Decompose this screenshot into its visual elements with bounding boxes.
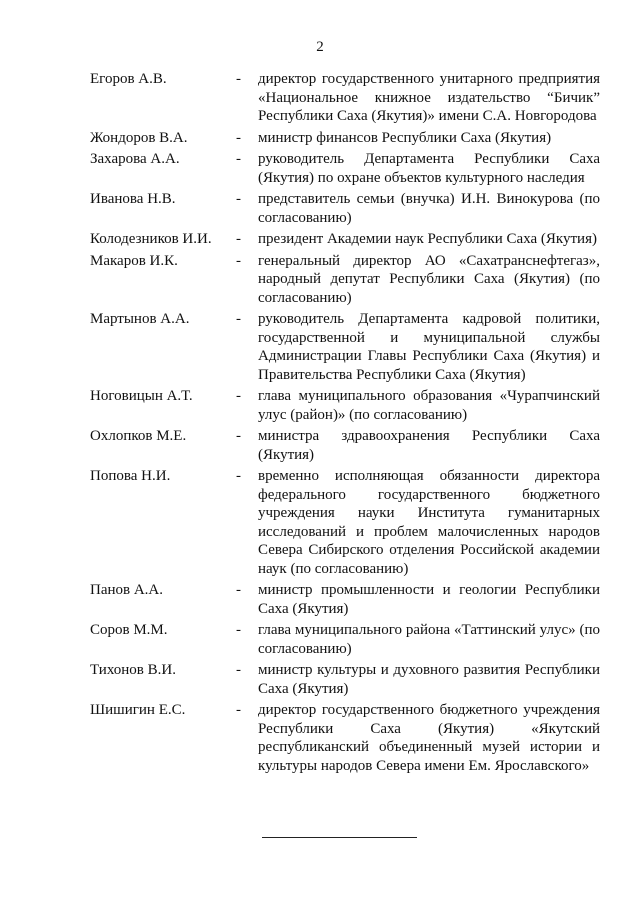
- member-role: глава муниципального района «Таттинский улус» (по согласованию): [258, 622, 600, 657]
- commission-member-list: [90, 70, 600, 778]
- member-dash: -: [236, 71, 241, 87]
- member-role: временно исполняющая обязанности директора федерального государственного бюджетного учреждения науки Института гуманитарных исследований и проблем малочисленных народов Севера Сибирского отделения Российской академии наук (по согласованию): [258, 468, 600, 577]
- member-row: [90, 190, 600, 227]
- member-role: министр промышленности и геологии Республики Саха (Якутия): [258, 582, 600, 617]
- member-row: [90, 661, 600, 698]
- member-role: глава муниципального образования «Чурапчинский улус (район)» (по согласованию): [258, 388, 600, 423]
- member-dash: -: [236, 191, 241, 207]
- member-role: руководитель Департамента кадровой политики, государственной и муниципальной службы Администрации Главы Республики Саха (Якутия) и Правительства Республики Саха (Якутия): [258, 311, 600, 383]
- member-name: Мартынов А.А.: [90, 311, 190, 327]
- member-name: Жондоров В.А.: [90, 129, 188, 146]
- member-name: Иванова Н.В.: [90, 191, 176, 207]
- member-dash: -: [236, 129, 241, 146]
- member-row: [90, 387, 600, 424]
- member-dash: -: [236, 252, 241, 269]
- member-name: Тихонов В.И.: [90, 662, 176, 678]
- member-dash: -: [236, 702, 241, 718]
- member-role: министра здравоохранения Республики Саха (Якутия): [258, 428, 600, 463]
- member-name: Колодезников И.И.: [90, 231, 212, 247]
- member-dash: -: [236, 582, 241, 598]
- member-name: Панов А.А.: [90, 582, 164, 598]
- member-row: [90, 230, 600, 249]
- member-role: генеральный директор АО «Сахатранснефтегаз», народный депутат Республики Саха (Якутия) (по согласованию): [258, 252, 600, 306]
- member-dash: -: [236, 151, 241, 167]
- member-name: Ноговицын А.Т.: [90, 388, 193, 404]
- member-row: [90, 129, 600, 148]
- member-row: [90, 621, 600, 658]
- member-role: министр культуры и духовного развития Республики Саха (Якутия): [258, 662, 600, 697]
- member-dash: -: [236, 428, 241, 444]
- member-role: министр финансов Республики Саха (Якутия): [258, 129, 552, 146]
- member-row: [90, 701, 600, 775]
- member-name: Егоров А.В.: [90, 71, 167, 87]
- member-role: руководитель Департамента Республики Саха (Якутия) по охране объектов культурного наследия: [258, 151, 600, 186]
- member-dash: -: [236, 662, 241, 678]
- member-name: Соров М.М.: [90, 622, 168, 638]
- member-dash: -: [236, 388, 241, 404]
- member-name: Охлопков М.Е.: [90, 428, 187, 444]
- member-name: Захарова А.А.: [90, 151, 180, 167]
- member-row: [90, 252, 600, 308]
- member-name: Шишигин Е.С.: [90, 702, 186, 718]
- member-row: [90, 70, 600, 126]
- member-row: [90, 581, 600, 618]
- member-row: [90, 150, 600, 187]
- member-row: [90, 427, 600, 464]
- member-dash: -: [236, 622, 241, 638]
- member-role: директор государственного унитарного предприятия «Национальное книжное издательство “Бичик” Республики Саха (Якутия)» имени С.А. Новгородова: [258, 71, 600, 124]
- member-role: президент Академии наук Республики Саха (Якутия): [258, 231, 597, 247]
- page-number: 2: [316, 39, 324, 55]
- closing-divider-line: [262, 837, 417, 838]
- member-dash: -: [236, 311, 241, 327]
- member-dash: -: [236, 231, 241, 247]
- member-role: директор государственного бюджетного учреждения Республики Саха (Якутия) «Якутский республиканский объединенный музей истории и культуры народов Севера имени Ем. Ярославского»: [258, 702, 600, 774]
- member-row: [90, 467, 600, 578]
- member-name: Макаров И.К.: [90, 252, 178, 269]
- member-row: [90, 310, 600, 384]
- member-role: представитель семьи (внучка) И.Н. Винокурова (по согласованию): [258, 191, 600, 226]
- member-name: Попова Н.И.: [90, 468, 171, 484]
- member-dash: -: [236, 468, 241, 484]
